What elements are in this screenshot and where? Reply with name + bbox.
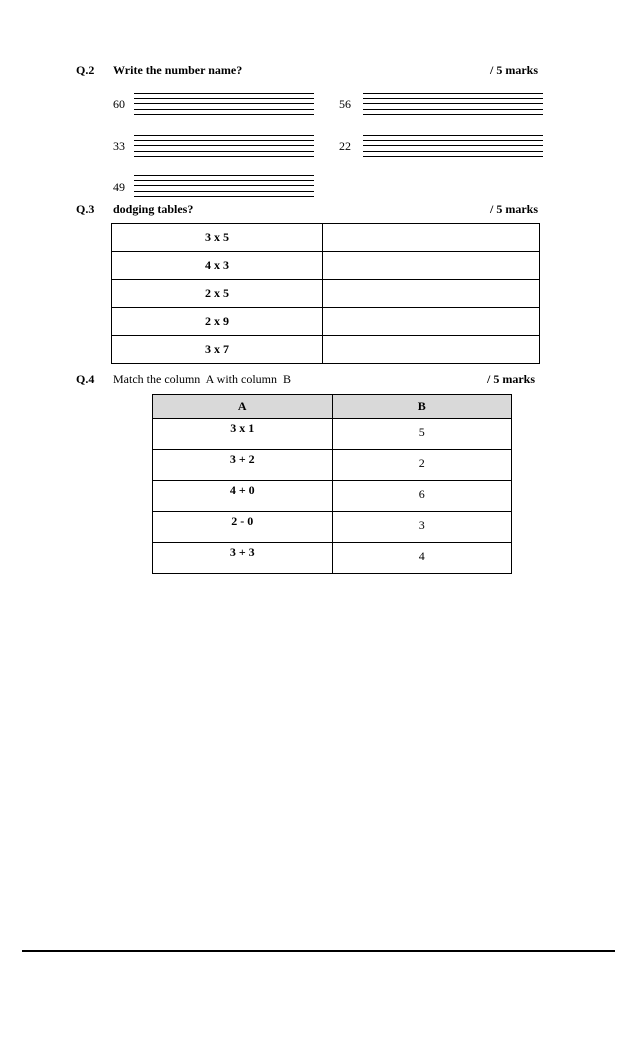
q4-match-table — [152, 394, 512, 574]
q4-marks: / 5 marks — [487, 372, 535, 386]
q2-number: Q.2 — [76, 63, 95, 77]
table-row — [112, 280, 540, 308]
column-b-cell: 5 — [332, 419, 512, 450]
q4-question-text: Match the column A with column B — [113, 372, 291, 386]
q3-expr-cell: 3 x 5 — [112, 224, 323, 252]
q4-number: Q.4 — [76, 372, 95, 386]
table-row — [112, 252, 540, 280]
q2-marks: / 5 marks — [490, 63, 538, 77]
column-a-cell: 4 + 0 — [153, 481, 333, 512]
q2-number-49: 49 — [113, 180, 125, 194]
q2-question-text: Write the number name? — [113, 63, 243, 77]
table-row — [153, 543, 512, 574]
q3-expr-cell: 3 x 7 — [112, 336, 323, 364]
q2-number-56: 56 — [339, 97, 351, 111]
q3-tables-table — [111, 223, 540, 364]
column-b-cell: 3 — [332, 512, 512, 543]
q3-answer-cell[interactable] — [323, 336, 540, 364]
q2-number-60: 60 — [113, 97, 125, 111]
footer-divider — [22, 950, 615, 952]
table-row — [112, 336, 540, 364]
column-b-cell: 2 — [332, 450, 512, 481]
q2-number-33: 33 — [113, 139, 125, 153]
table-row — [153, 419, 512, 450]
column-b-cell: 6 — [332, 481, 512, 512]
table-row — [153, 512, 512, 543]
column-b-header: B — [332, 395, 512, 419]
q3-answer-cell[interactable] — [323, 308, 540, 336]
q3-answer-cell[interactable] — [323, 252, 540, 280]
q3-question-text: dodging tables? — [113, 202, 194, 216]
q3-expr-cell: 2 x 5 — [112, 280, 323, 308]
column-a-header: A — [153, 395, 333, 419]
q3-answer-cell[interactable] — [323, 280, 540, 308]
q3-expr-cell: 2 x 9 — [112, 308, 323, 336]
column-a-cell: 3 x 1 — [153, 419, 333, 450]
q3-answer-cell[interactable] — [323, 224, 540, 252]
column-a-cell: 3 + 3 — [153, 543, 333, 574]
table-header-row — [153, 395, 512, 419]
table-row — [153, 450, 512, 481]
column-a-cell: 3 + 2 — [153, 450, 333, 481]
column-b-cell: 4 — [332, 543, 512, 574]
table-row — [112, 224, 540, 252]
q3-number: Q.3 — [76, 202, 95, 216]
column-a-cell: 2 - 0 — [153, 512, 333, 543]
q3-marks: / 5 marks — [490, 202, 538, 216]
q3-expr-cell: 4 x 3 — [112, 252, 323, 280]
table-row — [112, 308, 540, 336]
table-row — [153, 481, 512, 512]
q2-number-22: 22 — [339, 139, 351, 153]
